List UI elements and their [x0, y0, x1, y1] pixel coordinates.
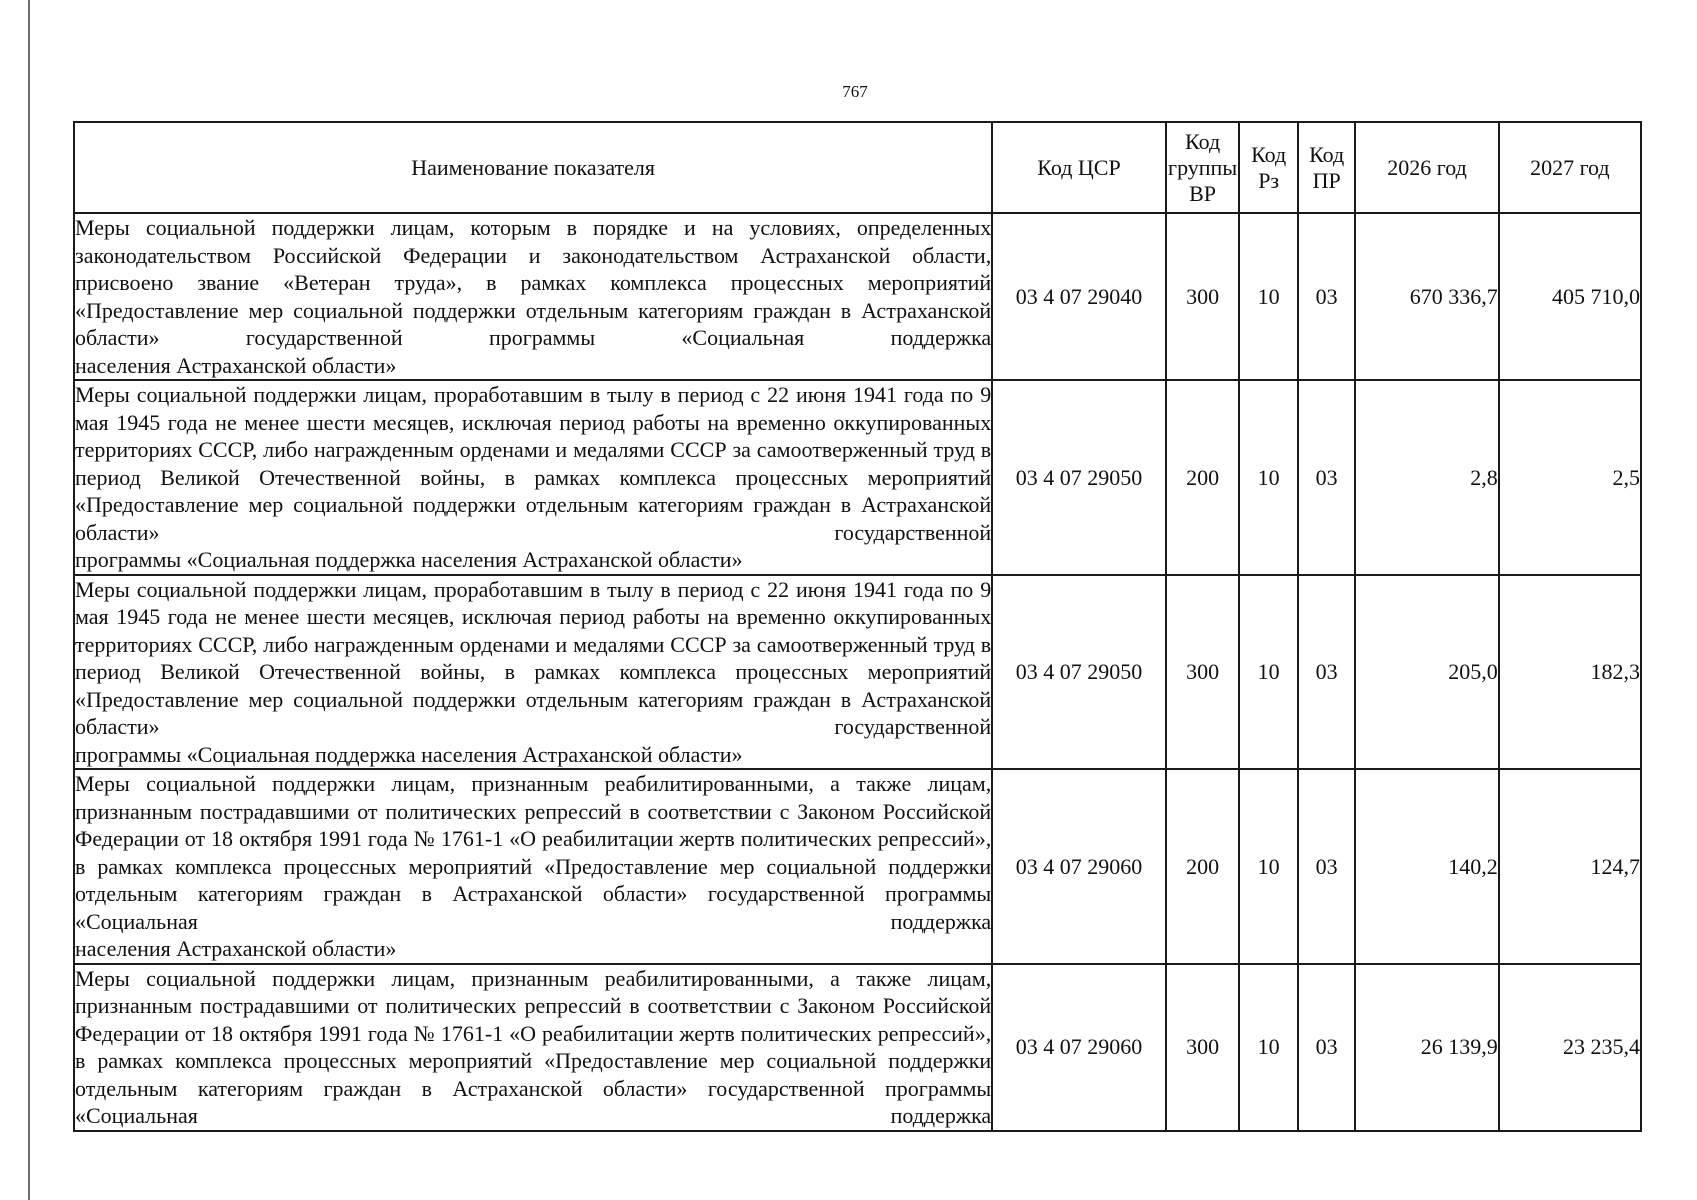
header-vr-line1: Код: [1185, 128, 1221, 154]
row-csr: 03 4 07 29050: [992, 575, 1166, 770]
row-name-tail: населения Астраханской области»: [75, 352, 397, 378]
row-csr: 03 4 07 29060: [992, 769, 1166, 964]
row-2026: 26 139,9: [1355, 964, 1498, 1131]
row-pr: 03: [1298, 769, 1356, 964]
row-2026: 205,0: [1355, 575, 1498, 770]
table-row: [74, 769, 1641, 964]
row-name-cell: [74, 769, 992, 964]
row-name-text: Меры социальной поддержки лицам, проработавшим в тылу в период с 22 июня 1941 года по 9 мая 1945 года не менее шести месяцев, исключая период работы на временно оккупированных территориях СССР, либо награжденным орденами и медалями СССР за самоотверженный труд в период Великой Отечественной войны, в рамках комплекса процессных мероприятий «Предоставление мер социальной поддержки отдельным категориям граждан в Астраханской области» государственной: [75, 382, 992, 545]
table-row: [74, 575, 1641, 770]
row-csr: 03 4 07 29060: [992, 964, 1166, 1131]
row-name-cell: [74, 380, 992, 575]
header-vr: [1166, 122, 1240, 213]
row-name-cell: [74, 964, 992, 1131]
row-vr: 300: [1166, 213, 1240, 380]
row-csr: 03 4 07 29050: [992, 380, 1166, 575]
row-name-text: Меры социальной поддержки лицам, которым в порядке и на условиях, определенных законодательством Российской Федерации и законодательством Астраханской области, присвоено звание «Ветеран труда», в рамках комплекса процессных мероприятий «Предоставление мер социальной поддержки отдельным категориям граждан в Астраханской области» государственной программы «Социальная поддержка: [75, 215, 992, 350]
row-pr: 03: [1298, 575, 1356, 770]
table-row: [74, 964, 1641, 1131]
row-name-text: Меры социальной поддержки лицам, проработавшим в тылу в период с 22 июня 1941 года по 9 мая 1945 года не менее шести месяцев, исключая период работы на временно оккупированных территориях СССР, либо награжденным орденами и медалями СССР за самоотверженный труд в период Великой Отечественной войны, в рамках комплекса процессных мероприятий «Предоставление мер социальной поддержки отдельным категориям граждан в Астраханской области» государственной: [75, 576, 992, 739]
header-name: Наименование показателя: [74, 122, 992, 213]
header-vr-line3: ВР: [1189, 180, 1217, 206]
row-name-cell: [74, 575, 992, 770]
row-pr: 03: [1298, 213, 1356, 380]
row-name-tail: программы «Социальная поддержка населения Астраханской области»: [75, 547, 743, 572]
row-rz: 10: [1239, 213, 1298, 380]
header-pr: [1298, 122, 1356, 213]
row-2027: 405 710,0: [1499, 213, 1641, 380]
row-vr: 200: [1166, 769, 1240, 964]
row-name-tail: населения Астраханской области»: [75, 936, 397, 961]
header-rz-line2: Рз: [1258, 167, 1280, 193]
header-pr-line2: ПР: [1312, 167, 1341, 193]
row-csr: 03 4 07 29040: [992, 213, 1166, 380]
row-name-cell: [74, 213, 992, 380]
row-vr: 300: [1166, 575, 1240, 770]
row-name-text: Меры социальной поддержки лицам, признанным реабилитированными, а также лицам, признанным пострадавшими от политических репрессий в соответствии с Законом Российской Федерации от 18 октября 1991 года № 1761-1 «О реабилитации жертв политических репрессий», в рамках комплекса процессных мероприятий «Предоставление мер социальной поддержки отдельным категориям граждан в Астраханской области» государственной программы «Социальная поддержка: [75, 771, 992, 934]
row-name-tail: программы «Социальная поддержка населения Астраханской области»: [75, 741, 743, 767]
row-rz: 10: [1239, 380, 1298, 575]
row-rz: 10: [1239, 964, 1298, 1131]
header-rz-line1: Код: [1251, 141, 1287, 167]
row-2027: 182,3: [1499, 575, 1641, 770]
row-pr: 03: [1298, 380, 1356, 575]
row-rz: 10: [1239, 575, 1298, 770]
row-2026: 670 336,7: [1355, 213, 1498, 380]
row-2026: 140,2: [1355, 769, 1498, 964]
row-rz: 10: [1239, 769, 1298, 964]
budget-table: [73, 121, 1642, 1132]
table-header-row: [74, 122, 1641, 213]
row-vr: 300: [1166, 964, 1240, 1131]
table-row: [74, 380, 1641, 575]
row-2027: 2,5: [1499, 380, 1641, 575]
header-rz: [1239, 122, 1298, 213]
row-vr: 200: [1166, 380, 1240, 575]
header-2027: 2027 год: [1499, 122, 1641, 213]
row-pr: 03: [1298, 964, 1356, 1131]
row-2027: 124,7: [1499, 769, 1641, 964]
row-2027: 23 235,4: [1499, 964, 1641, 1131]
table-row: [74, 213, 1641, 380]
header-vr-line2: группы: [1168, 154, 1238, 180]
header-pr-line1: Код: [1309, 141, 1345, 167]
page-number: 767: [842, 82, 868, 101]
row-name-text: Меры социальной поддержки лицам, признанным реабилитированными, а также лицам, признанным пострадавшими от политических репрессий в соответствии с Законом Российской Федерации от 18 октября 1991 года № 1761-1 «О реабилитации жертв политических репрессий», в рамках комплекса процессных мероприятий «Предоставление мер социальной поддержки отдельным категориям граждан в Астраханской области» государственной программы «Социальная поддержка: [75, 965, 992, 1128]
header-csr: Код ЦСР: [992, 122, 1166, 213]
header-2026: 2026 год: [1355, 122, 1498, 213]
scan-edge-line: [28, 0, 30, 1200]
row-2026: 2,8: [1355, 380, 1498, 575]
